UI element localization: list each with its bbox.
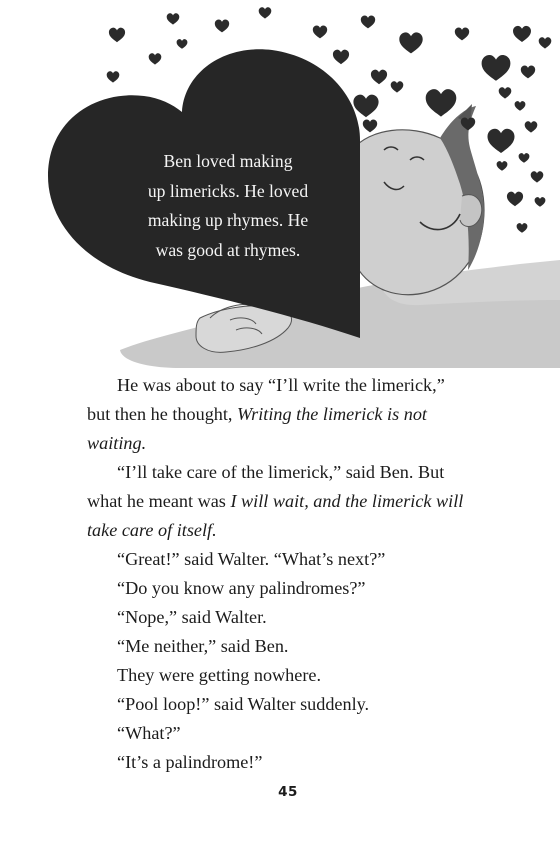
story-italic-run: waiting. <box>87 433 147 453</box>
heart-caption-line: up limericks. He loved <box>147 180 309 201</box>
story-line: “Great!” said Walter. “What’s next?” <box>117 549 386 569</box>
story-line: “It’s a palindrome!” <box>117 752 263 772</box>
story-line <box>87 487 507 516</box>
story-line: “Pool loop!” said Walter suddenly. <box>117 694 370 714</box>
story-line <box>87 429 507 458</box>
story-italic-run: Writing the limerick is not <box>237 404 427 424</box>
story-line: “I’ll take care of the limerick,” said Ben. But <box>117 462 445 482</box>
story-line <box>87 516 507 545</box>
heart-caption <box>112 147 344 265</box>
story-italic-run: take care of itself. <box>87 520 217 540</box>
heart-caption-line: Ben loved making <box>163 151 293 171</box>
heart-caption-line: making up rhymes. He <box>147 210 309 230</box>
page-number: 45 <box>278 784 298 800</box>
story-line: “Do you know any palindromes?” <box>117 578 366 598</box>
story-text-run: but then he thought, <box>87 404 238 424</box>
story-line <box>87 400 507 429</box>
story-line: “Me neither,” said Ben. <box>117 636 289 656</box>
story-line: They were getting nowhere. <box>117 665 322 685</box>
story-text <box>87 371 507 777</box>
heart-caption-line: was good at rhymes. <box>155 239 301 260</box>
story-line: “Nope,” said Walter. <box>117 607 267 627</box>
story-line: He was about to say “I’ll write the limerick,” <box>117 375 445 395</box>
story-line: “What?” <box>117 723 181 743</box>
story-text-run: what he meant was <box>87 491 231 511</box>
story-italic-run: I will wait, and the limerick will <box>230 491 464 511</box>
